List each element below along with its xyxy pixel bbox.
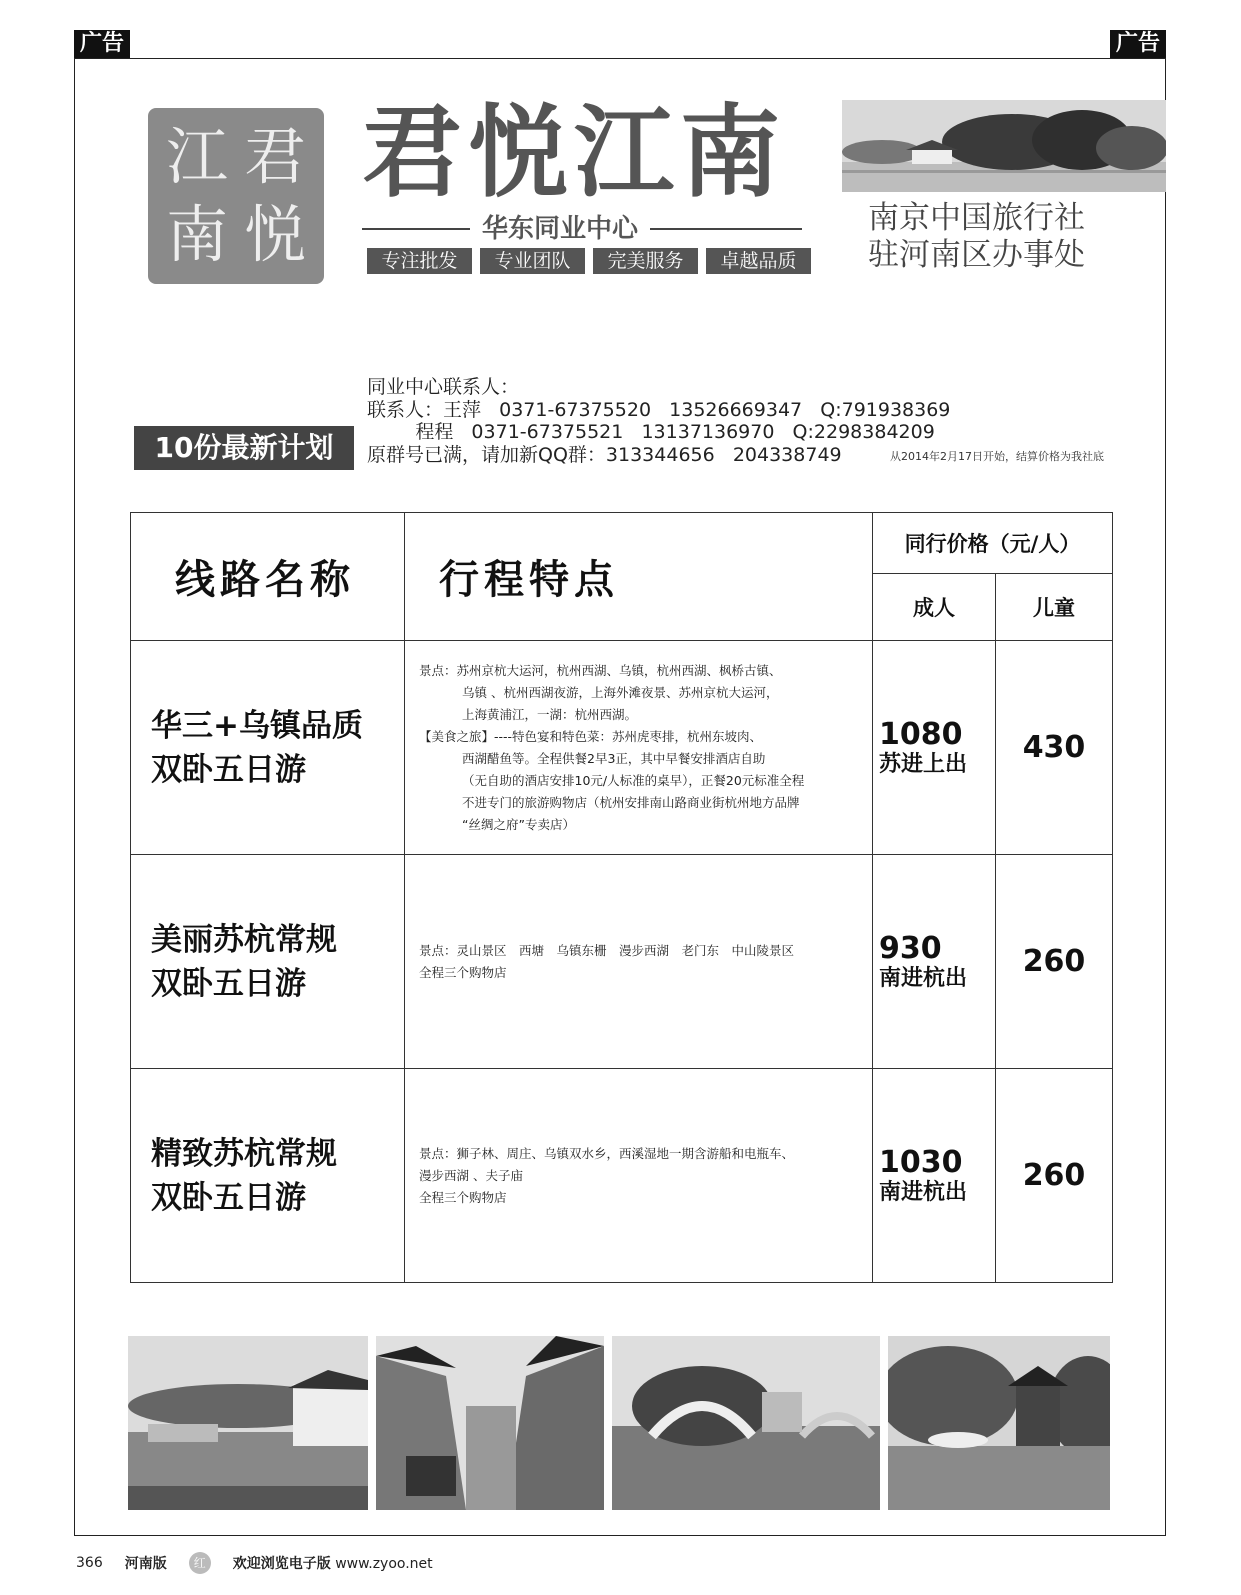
adult-price: 930 [879, 930, 942, 966]
slogan: 专业团队 [480, 248, 585, 274]
edition-label: 河南版 [124, 1556, 167, 1572]
feature-line: 景点：灵山景区 西塘 乌镇东栅 漫步西湖 老门东 中山陵景区 [419, 942, 795, 958]
feature-line: 全程三个购物店 [419, 964, 507, 980]
water-town-photo-2 [376, 1336, 604, 1510]
route-name-line: 美丽苏杭常规 [151, 921, 337, 958]
route-name [131, 641, 405, 855]
table-row [131, 641, 1113, 855]
route-name-line: 华三+乌镇品质 [151, 707, 363, 744]
adult-route: 苏进上出 [879, 751, 968, 777]
feature-line: 景点：苏州京杭大运河，杭州西湖、乌镇，杭州西湖、枫桥古镇、 [419, 662, 782, 678]
slogan: 卓越品质 [706, 248, 811, 274]
page-number: 366 [76, 1555, 103, 1571]
route-name-line: 双卧五日游 [151, 965, 306, 1002]
brand-subtitle: 华东同业中心 [470, 212, 650, 246]
seal-char: 君 [243, 120, 306, 193]
header-price: 同行价格（元/人） [873, 513, 1113, 574]
lake-pavilion-photo [842, 100, 1166, 192]
ad-tag-left: 广告 [74, 30, 130, 58]
header-adult: 成人 [873, 574, 996, 641]
feature-line: 不进专门的旅游购物店（杭州安排南山路商业街杭州地方品牌 [462, 794, 800, 810]
ad-tag-right: 广告 [1110, 30, 1166, 58]
slogan: 专注批发 [367, 248, 472, 274]
seal-logo [148, 108, 324, 284]
contact-heading: 同业中心联系人： [367, 376, 520, 398]
adult-route: 南进杭出 [879, 1179, 968, 1205]
feature-line: 景点：狮子林、周庄、乌镇双水乡，西溪湿地一期含游船和电瓶车、 [419, 1145, 795, 1161]
route-name [131, 855, 405, 1069]
child-price: 260 [996, 855, 1113, 1069]
adult-price: 1080 [879, 716, 963, 752]
page-footer [76, 1552, 433, 1574]
feature-line: 全程三个购物店 [419, 1189, 507, 1205]
table-row [131, 1069, 1113, 1283]
adult-price-cell [873, 855, 996, 1069]
agency-line: 驻河南区办事处 [868, 237, 1085, 273]
agency-line: 南京中国旅行社 [868, 200, 1085, 236]
feature-line: （无自助的酒店安排10元/人标准的桌早），正餐20元标准全程 [462, 772, 805, 788]
adult-price-cell [873, 641, 996, 855]
adult-price-cell [873, 1069, 996, 1283]
agency-name [868, 200, 1085, 274]
table-row [131, 855, 1113, 1069]
header-route-name: 线路名称 [131, 513, 405, 641]
route-name [131, 1069, 405, 1283]
site-url[interactable]: www.zyoo.net [335, 1556, 433, 1572]
route-name-line: 精致苏杭常规 [151, 1135, 337, 1172]
price-note: 从2014年2月17日开始，结算价格为我社底 [890, 450, 1104, 463]
contact-line: 程程 0371-67375521 13137136970 Q:2298384209 [367, 421, 935, 443]
header-child: 儿童 [996, 574, 1113, 641]
qq-group-line: 原群号已满，请加新QQ群：313344656 204338749 [367, 443, 842, 466]
route-name-line: 双卧五日游 [151, 751, 306, 788]
adult-price: 1030 [879, 1144, 963, 1180]
feature-line: 乌镇 、杭州西湖夜游，上海外滩夜景、苏州京杭大运河， [462, 684, 779, 700]
seal-char: 江 [165, 120, 228, 193]
seal-char: 南 [165, 198, 228, 271]
feature-line: 西湖醋鱼等。全程供餐2早3正，其中早餐安排酒店自助 [462, 750, 766, 766]
route-features [405, 641, 873, 855]
garden-pavilion-photo [888, 1336, 1110, 1510]
stone-bridge-photo [612, 1336, 880, 1510]
seal-char: 悦 [243, 198, 306, 271]
slogan: 完美服务 [593, 248, 698, 274]
adult-route: 南进杭出 [879, 965, 968, 991]
brand-title: 君悦江南 [362, 94, 786, 211]
feature-line: 【美食之旅】----特色宴和特色菜：苏州虎枣排，杭州东坡肉、 [419, 728, 763, 744]
child-price: 260 [996, 1069, 1113, 1283]
route-features [405, 1069, 873, 1283]
slogan-row [367, 248, 811, 274]
feature-line: “丝绸之府”专卖店） [462, 816, 575, 832]
water-town-photo-1 [128, 1336, 368, 1510]
route-name-line: 双卧五日游 [151, 1179, 306, 1216]
child-price: 430 [996, 641, 1113, 855]
plan-badge: 10份最新计划 [134, 426, 354, 470]
footer-welcome [233, 1553, 433, 1573]
header-features: 行程特点 [405, 513, 873, 641]
route-table [130, 512, 1113, 1283]
feature-line: 上海黄浦江，一湖：杭州西湖。 [462, 706, 638, 722]
edition-badge: 红 [189, 1552, 211, 1574]
welcome-text: 欢迎浏览电子版 [232, 1556, 331, 1572]
contact-block [367, 376, 950, 466]
contact-line: 联系人：王萍 0371-67375520 13526669347 Q:791938369 [367, 398, 951, 421]
route-features [405, 855, 873, 1069]
feature-line: 漫步西湖 、夫子庙 [419, 1167, 523, 1183]
